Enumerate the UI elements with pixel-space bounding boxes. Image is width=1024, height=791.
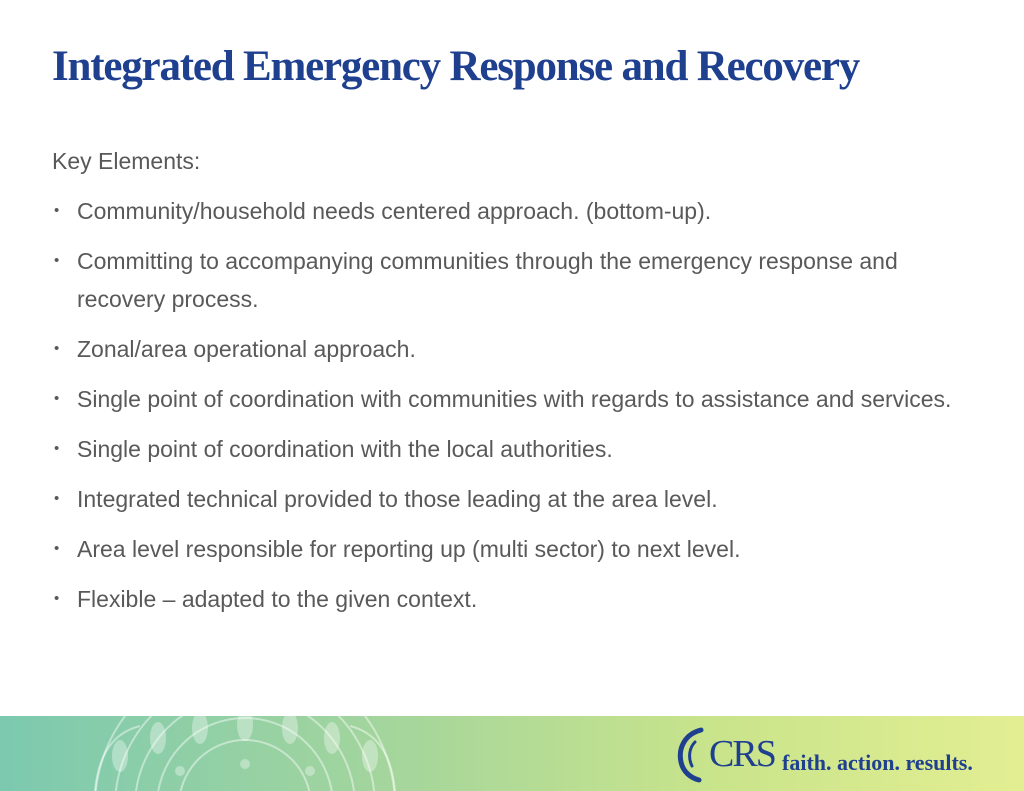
list-item-text: Integrated technical provided to those leading at the area level. <box>77 486 718 512</box>
list-item-text: Committing to accompanying communities through the emergency response and recovery process. <box>77 248 898 312</box>
bullet-dot-icon: • <box>54 340 60 357</box>
list-item <box>52 480 982 518</box>
crs-logo-mark-icon <box>675 726 709 784</box>
bullet-dot-icon: • <box>54 540 60 557</box>
list-item <box>52 242 982 318</box>
bullet-dot-icon: • <box>54 440 60 457</box>
list-item-text: Single point of coordination with communities with regards to assistance and services. <box>77 386 952 412</box>
footer-band <box>0 716 1024 791</box>
key-elements-heading: Key Elements: <box>52 148 201 174</box>
bullet-dot-icon: • <box>54 202 60 219</box>
tagline: faith. action. results. <box>782 750 973 775</box>
list-item <box>52 580 982 618</box>
bullet-dot-icon: • <box>54 490 60 507</box>
list-item-text: Zonal/area operational approach. <box>77 336 416 362</box>
bullet-dot-icon: • <box>54 590 60 607</box>
list-item-text: Single point of coordination with the local authorities. <box>77 436 613 462</box>
crs-logo <box>675 726 1005 786</box>
list-item <box>52 530 982 568</box>
list-item <box>52 192 982 230</box>
list-item <box>52 380 982 418</box>
list-item-text: Flexible – adapted to the given context. <box>77 586 478 612</box>
bullet-dot-icon: • <box>54 390 60 407</box>
slide-title: Integrated Emergency Response and Recovery <box>52 43 860 90</box>
list-item <box>52 330 982 368</box>
key-elements-list <box>52 192 982 618</box>
list-item-text: Community/household needs centered approach. (bottom-up). <box>77 198 712 224</box>
list-item-text: Area level responsible for reporting up (multi sector) to next level. <box>77 536 741 562</box>
decorative-mandala-pattern <box>0 716 460 791</box>
bullet-dot-icon: • <box>54 252 60 269</box>
crs-logo-text: CRS <box>709 733 775 775</box>
slide-body <box>52 142 982 630</box>
list-item <box>52 430 982 468</box>
